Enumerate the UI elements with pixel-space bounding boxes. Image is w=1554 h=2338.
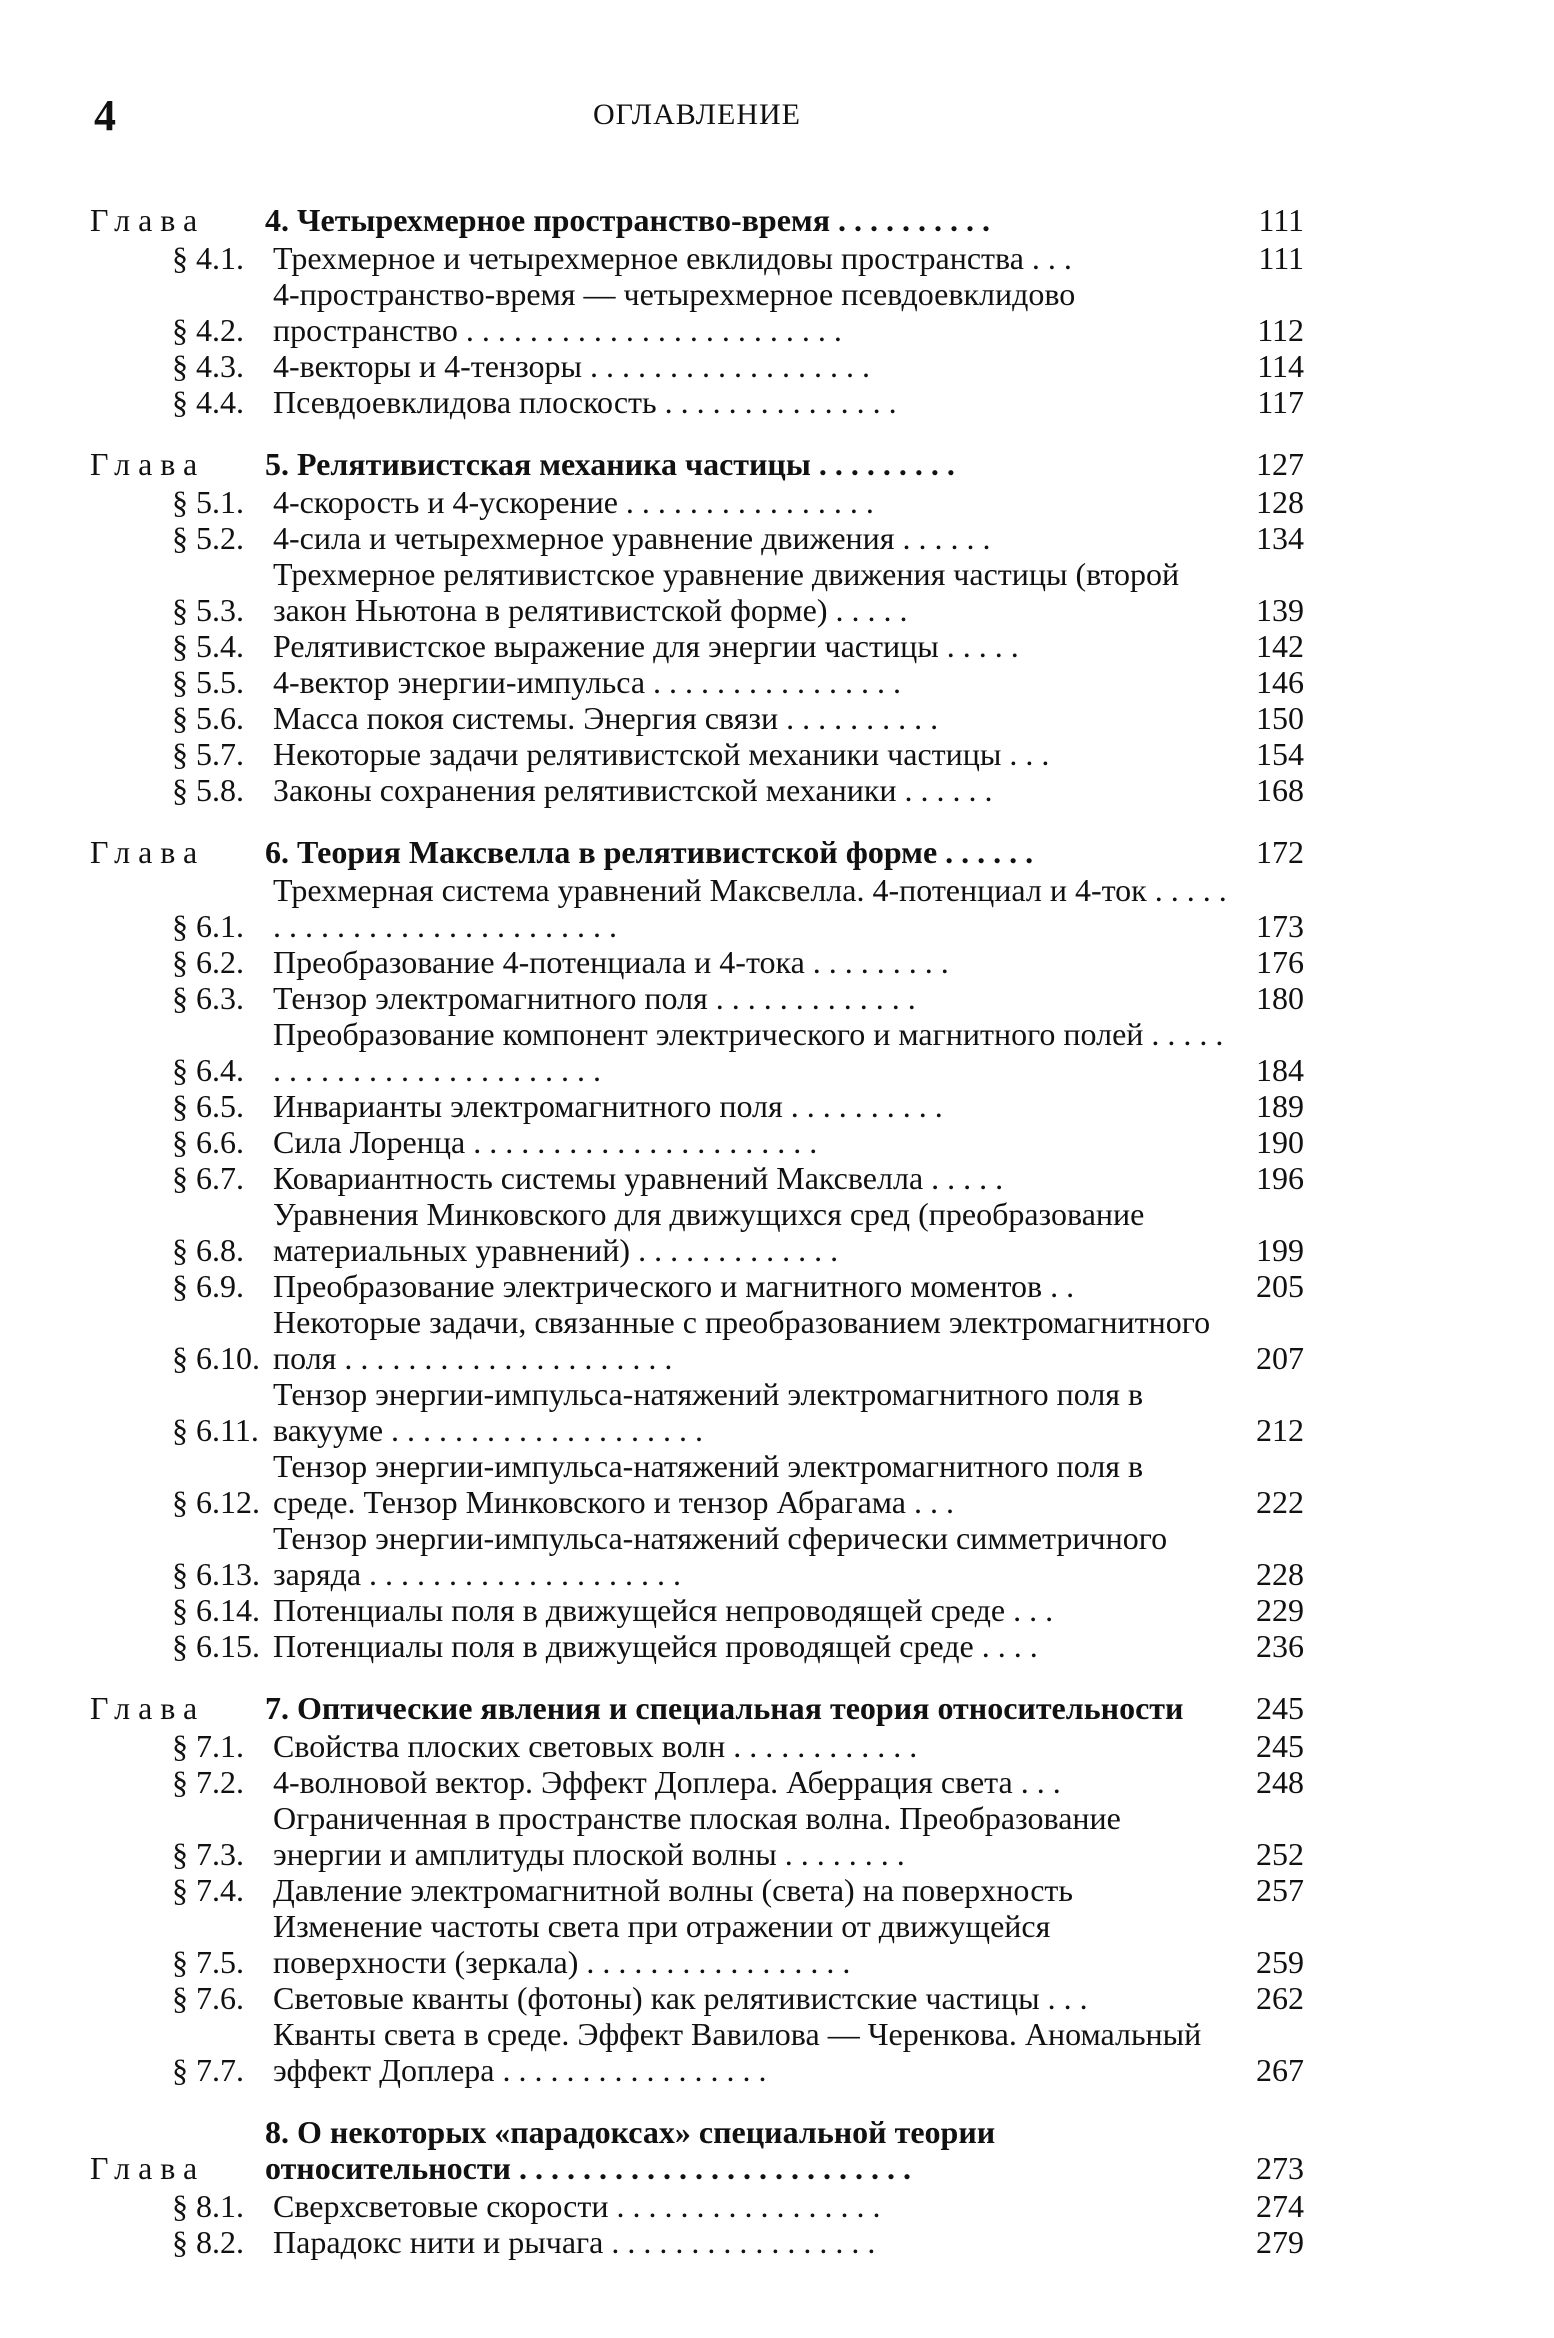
section-title: Парадокс нити и рычага . . . . . . . . . . . . . . . . .: [273, 2224, 876, 2260]
section-title: Изменение частоты света при отражении от движущейся поверхности (зеркала) . . . . . . . . . . . . . . . . .: [273, 1908, 1051, 1980]
section-title: 4-пространство-время — четырехмерное псевдоевклидово пространство . . . . . . . . . . . . . . . . . . . . . . . .: [273, 276, 1076, 348]
section-entry: [172, 1520, 1304, 1592]
section-entry: [172, 556, 1304, 628]
section-number: § 4.3.: [172, 348, 244, 384]
section-title: Тензор энергии-импульса-натяжений электромагнитного поля в среде. Тензор Минковского и тензор Абрагама . . .: [273, 1448, 1144, 1520]
section-title: Трехмерная система уравнений Максвелла. 4-потенциал и 4-ток . . . . . . . . . . . . . . . . . . . . . . . . . . .: [273, 872, 1227, 944]
section-number: § 6.9.: [172, 1268, 244, 1304]
section-title: Инварианты электромагнитного поля . . . . . . . . . .: [273, 1088, 943, 1124]
section-title: Световые кванты (фотоны) как релятивистские частицы . . .: [273, 1980, 1088, 2016]
section-entry: [172, 348, 1304, 384]
section-entry: [172, 1160, 1304, 1196]
section-entry: [172, 1908, 1304, 1980]
section-number: § 5.3.: [172, 592, 244, 628]
section-entry: [172, 1728, 1304, 1764]
section-page: 176: [1256, 944, 1304, 980]
section-number: § 6.15.: [172, 1628, 260, 1664]
section-entry: [172, 1980, 1304, 2016]
section-page: 146: [1256, 664, 1304, 700]
section-page: 184: [1256, 1052, 1304, 1088]
section-number: § 5.8.: [172, 772, 244, 808]
chapter-page: 111: [1258, 202, 1304, 238]
section-title: Трехмерное релятивистское уравнение движения частицы (второй закон Ньютона в релятивистской форме) . . . . .: [273, 556, 1180, 628]
section-page: 134: [1256, 520, 1304, 556]
section-number: § 5.5.: [172, 664, 244, 700]
section-page: 257: [1256, 1872, 1304, 1908]
section-page: 112: [1257, 312, 1304, 348]
section-number: § 6.2.: [172, 944, 244, 980]
section-number: § 6.4.: [172, 1052, 244, 1088]
section-title: Преобразование 4-потенциала и 4-тока . . . . . . . . .: [273, 944, 949, 980]
section-number: § 5.1.: [172, 484, 244, 520]
page-number: 4: [94, 91, 116, 140]
section-number: § 5.4.: [172, 628, 244, 664]
section-number: § 6.1.: [172, 908, 244, 944]
section-title: 4-сила и четырехмерное уравнение движения . . . . . .: [273, 520, 991, 556]
section-entry: [172, 484, 1304, 520]
section-title: Преобразование электрического и магнитного моментов . .: [273, 1268, 1075, 1304]
page-header: [90, 90, 1304, 150]
section-title: Псевдоевклидова плоскость . . . . . . . . . . . . . . .: [273, 384, 897, 420]
section-number: § 6.12.: [172, 1484, 260, 1520]
section-entry: [172, 772, 1304, 808]
section-title: 4-векторы и 4-тензоры . . . . . . . . . . . . . . . . . .: [273, 348, 871, 384]
section-page: 267: [1256, 2052, 1304, 2088]
section-number: § 6.7.: [172, 1160, 244, 1196]
section-number: § 5.7.: [172, 736, 244, 772]
page-title: ОГЛАВЛЕНИЕ: [593, 98, 801, 131]
section-entry: [172, 2016, 1304, 2088]
section-page: 222: [1256, 1484, 1304, 1520]
chapter-page: 172: [1256, 834, 1304, 870]
section-title: Уравнения Минковского для движущихся сред (преобразование материальных уравнений) . . . . . . . . . . . . .: [273, 1196, 1145, 1268]
section-entry: [172, 736, 1304, 772]
section-entry: [172, 1872, 1304, 1908]
section-entry: [172, 1628, 1304, 1664]
section-number: § 7.1.: [172, 1728, 244, 1764]
section-page: 212: [1256, 1412, 1304, 1448]
chapter-page: 245: [1256, 1690, 1304, 1726]
chapter-label: Глава: [90, 202, 206, 238]
section-entry: [172, 276, 1304, 348]
section-title: Ограниченная в пространстве плоская волна. Преобразование энергии и амплитуды плоской волны . . . . . . . .: [273, 1800, 1121, 1872]
section-entry: [172, 1088, 1304, 1124]
section-entry: [172, 1800, 1304, 1872]
section-page: 228: [1256, 1556, 1304, 1592]
section-number: § 7.7.: [172, 2052, 244, 2088]
section-title: Тензор энергии-импульса-натяжений сферически симметричного заряда . . . . . . . . . . . . . . . . . . . .: [273, 1520, 1168, 1592]
section-number: § 7.5.: [172, 1944, 244, 1980]
section-title: Преобразование компонент электрического и магнитного полей . . . . . . . . . . . . . . . . . . . . . . . . . .: [273, 1016, 1224, 1088]
chapter-block: [90, 202, 1304, 420]
chapter-title: 7. Оптические явления и специальная теория относительности: [265, 1690, 1184, 1726]
section-page: 114: [1257, 348, 1304, 384]
section-entry: [172, 384, 1304, 420]
section-title: Давление электромагнитной волны (света) на поверхность: [273, 1872, 1073, 1908]
chapter-entry: [90, 834, 1304, 870]
chapter-title: 8. О некоторых «парадоксах» специальной теории относительности . . . . . . . . . . . . . . . . . . . . . . . . .: [265, 2114, 996, 2186]
section-page: 180: [1256, 980, 1304, 1016]
section-number: § 7.2.: [172, 1764, 244, 1800]
section-number: § 4.4.: [172, 384, 244, 420]
chapter-entry: [90, 2114, 1304, 2186]
section-title: Некоторые задачи релятивистской механики частицы . . .: [273, 736, 1050, 772]
section-entry: [172, 1592, 1304, 1628]
section-entry: [172, 2224, 1304, 2260]
section-number: § 4.2.: [172, 312, 244, 348]
section-number: § 5.2.: [172, 520, 244, 556]
section-title: Релятивистское выражение для энергии частицы . . . . .: [273, 628, 1019, 664]
chapter-title: 4. Четырехмерное пространство-время . . . . . . . . . .: [265, 202, 990, 238]
section-number: § 6.3.: [172, 980, 244, 1016]
section-page: 154: [1256, 736, 1304, 772]
chapter-label: Глава: [90, 446, 206, 482]
section-entry: [172, 1448, 1304, 1520]
section-page: 142: [1256, 628, 1304, 664]
section-number: § 6.13.: [172, 1556, 260, 1592]
chapter-entry: [90, 202, 1304, 238]
section-page: 111: [1258, 240, 1304, 276]
section-number: § 6.11.: [172, 1412, 259, 1448]
section-title: Некоторые задачи, связанные с преобразованием электромагнитного поля . . . . . . . . . . . . . . . . . . . . .: [273, 1304, 1211, 1376]
section-entry: [172, 1016, 1304, 1088]
section-page: 173: [1256, 908, 1304, 944]
section-page: 236: [1256, 1628, 1304, 1664]
section-page: 189: [1256, 1088, 1304, 1124]
section-number: § 6.8.: [172, 1232, 244, 1268]
section-page: 139: [1256, 592, 1304, 628]
chapter-page: 273: [1256, 2150, 1304, 2186]
section-entry: [172, 1268, 1304, 1304]
chapter-title: 6. Теория Максвелла в релятивистской форме . . . . . .: [265, 834, 1034, 870]
section-page: 274: [1256, 2188, 1304, 2224]
chapter-label: Глава: [90, 2150, 206, 2186]
section-number: § 4.1.: [172, 240, 244, 276]
section-number: § 8.2.: [172, 2224, 244, 2260]
section-page: 262: [1256, 1980, 1304, 2016]
section-title: 4-волновой вектор. Эффект Доплера. Аберрация света . . .: [273, 1764, 1061, 1800]
section-title: Законы сохранения релятивистской механики . . . . . .: [273, 772, 993, 808]
section-number: § 6.5.: [172, 1088, 244, 1124]
section-page: 245: [1256, 1728, 1304, 1764]
section-title: Тензор электромагнитного поля . . . . . . . . . . . . .: [273, 980, 916, 1016]
section-entry: [172, 700, 1304, 736]
section-title: Потенциалы поля в движущейся проводящей среде . . . .: [273, 1628, 1038, 1664]
section-page: 196: [1256, 1160, 1304, 1196]
section-title: Сила Лоренца . . . . . . . . . . . . . . . . . . . . . .: [273, 1124, 818, 1160]
section-entry: [172, 2188, 1304, 2224]
chapter-title: 5. Релятивистская механика частицы . . . . . . . . .: [265, 446, 955, 482]
chapter-block: [90, 1690, 1304, 2088]
section-title: Ковариантность системы уравнений Максвелла . . . . .: [273, 1160, 1004, 1196]
section-title: Потенциалы поля в движущейся непроводящей среде . . .: [273, 1592, 1054, 1628]
section-entry: [172, 944, 1304, 980]
section-entry: [172, 1764, 1304, 1800]
section-entry: [172, 1196, 1304, 1268]
section-title: Масса покоя системы. Энергия связи . . . . . . . . . .: [273, 700, 939, 736]
section-number: § 7.4.: [172, 1872, 244, 1908]
section-entry: [172, 1124, 1304, 1160]
section-title: Сверхсветовые скорости . . . . . . . . . . . . . . . . .: [273, 2188, 881, 2224]
section-page: 190: [1256, 1124, 1304, 1160]
section-number: § 6.6.: [172, 1124, 244, 1160]
section-page: 205: [1256, 1268, 1304, 1304]
section-number: § 6.10.: [172, 1340, 260, 1376]
chapter-block: [90, 446, 1304, 808]
chapter-entry: [90, 1690, 1304, 1726]
section-entry: [172, 872, 1304, 944]
table-of-contents: [90, 202, 1304, 2260]
section-page: 248: [1256, 1764, 1304, 1800]
section-entry: [172, 1376, 1304, 1448]
section-number: § 7.3.: [172, 1836, 244, 1872]
chapter-label: Глава: [90, 834, 206, 870]
section-title: 4-скорость и 4-ускорение . . . . . . . . . . . . . . . .: [273, 484, 874, 520]
section-page: 259: [1256, 1944, 1304, 1980]
section-page: 229: [1256, 1592, 1304, 1628]
section-title: Кванты света в среде. Эффект Вавилова — Черенкова. Аномальный эффект Доплера . . . . . . . . . . . . . . . . .: [273, 2016, 1202, 2088]
section-entry: [172, 980, 1304, 1016]
section-entry: [172, 520, 1304, 556]
section-page: 128: [1256, 484, 1304, 520]
section-entry: [172, 664, 1304, 700]
section-entry: [172, 628, 1304, 664]
section-title: 4-вектор энергии-импульса . . . . . . . . . . . . . . . .: [273, 664, 902, 700]
section-entry: [172, 1304, 1304, 1376]
chapter-entry: [90, 446, 1304, 482]
section-page: 117: [1257, 384, 1304, 420]
section-page: 199: [1256, 1232, 1304, 1268]
section-number: § 7.6.: [172, 1980, 244, 2016]
section-entry: [172, 240, 1304, 276]
chapter-page: 127: [1256, 446, 1304, 482]
section-number: § 8.1.: [172, 2188, 244, 2224]
chapter-block: [90, 834, 1304, 1664]
section-title: Трехмерное и четырехмерное евклидовы пространства . . .: [273, 240, 1072, 276]
section-title: Тензор энергии-импульса-натяжений электромагнитного поля в вакууме . . . . . . . . . . . . . . . . . . . .: [273, 1376, 1144, 1448]
section-number: § 6.14.: [172, 1592, 260, 1628]
section-number: § 5.6.: [172, 700, 244, 736]
section-page: 168: [1256, 772, 1304, 808]
chapter-label: Глава: [90, 1690, 206, 1726]
chapter-block: [90, 2114, 1304, 2260]
section-title: Свойства плоских световых волн . . . . . . . . . . . .: [273, 1728, 918, 1764]
section-page: 279: [1256, 2224, 1304, 2260]
section-page: 150: [1256, 700, 1304, 736]
section-page: 207: [1256, 1340, 1304, 1376]
section-page: 252: [1256, 1836, 1304, 1872]
